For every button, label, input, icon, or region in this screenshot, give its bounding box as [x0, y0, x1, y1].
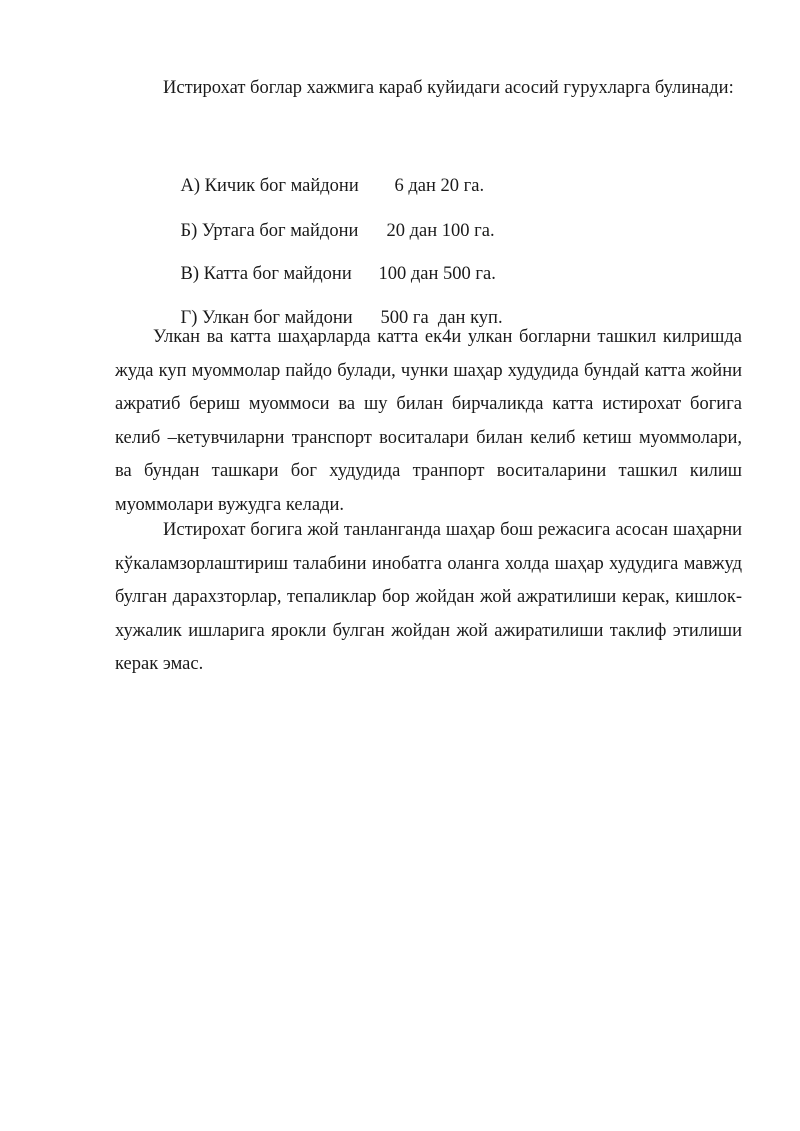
- list-item-label: Г) Улкан бог майдони: [180, 308, 353, 328]
- list-item-value: 100 дан 500 га.: [378, 264, 496, 284]
- list-item-value: 20 дан 100 га.: [386, 221, 495, 241]
- list-item-value: 6 дан 20 га.: [394, 176, 485, 196]
- paragraph-site-selection: Истирохат богига жой танланганда шаҳар бош режасига асосан шаҳарни кўкаламзорлаштириш талабини инобатга оланга холда шаҳар худудига мавжуд булган дарахзторлар, тепаликлар бор жойдан жой ажратилиши керак, кишлок- хужалик ишларига ярокли булган жойдан жой ажиратилиши таклиф этилиши керак эмас.: [115, 520, 742, 674]
- list-item-value: 500 га дан куп.: [380, 308, 503, 328]
- list-item-label: А) Кичик бог майдони: [180, 176, 359, 196]
- paragraph-intro: Истирохат боглар хажмига караб куйидаги асосий гурухларга булинади:: [163, 78, 734, 98]
- paragraph-large-cities: Улкан ва катта шаҳарларда катта ек4и улкан богларни ташкил килришда жуда куп муоммолар пайдо булади, чунки шаҳар худудида бундай катта жойни ажратиб бериш муоммоси ва шу билан бирчаликда катта истирохат богига келиб –кетувчиларни транспорт воситалари билан келиб кетиш муоммолари, ва бундан ташкари бог худудида транпорт воситаларини ташкил килиш муоммолари вужудга келади.: [115, 327, 742, 515]
- list-item-label: В) Катта бог майдони: [180, 264, 352, 284]
- list-item-label: Б) Уртага бог майдони: [180, 221, 359, 241]
